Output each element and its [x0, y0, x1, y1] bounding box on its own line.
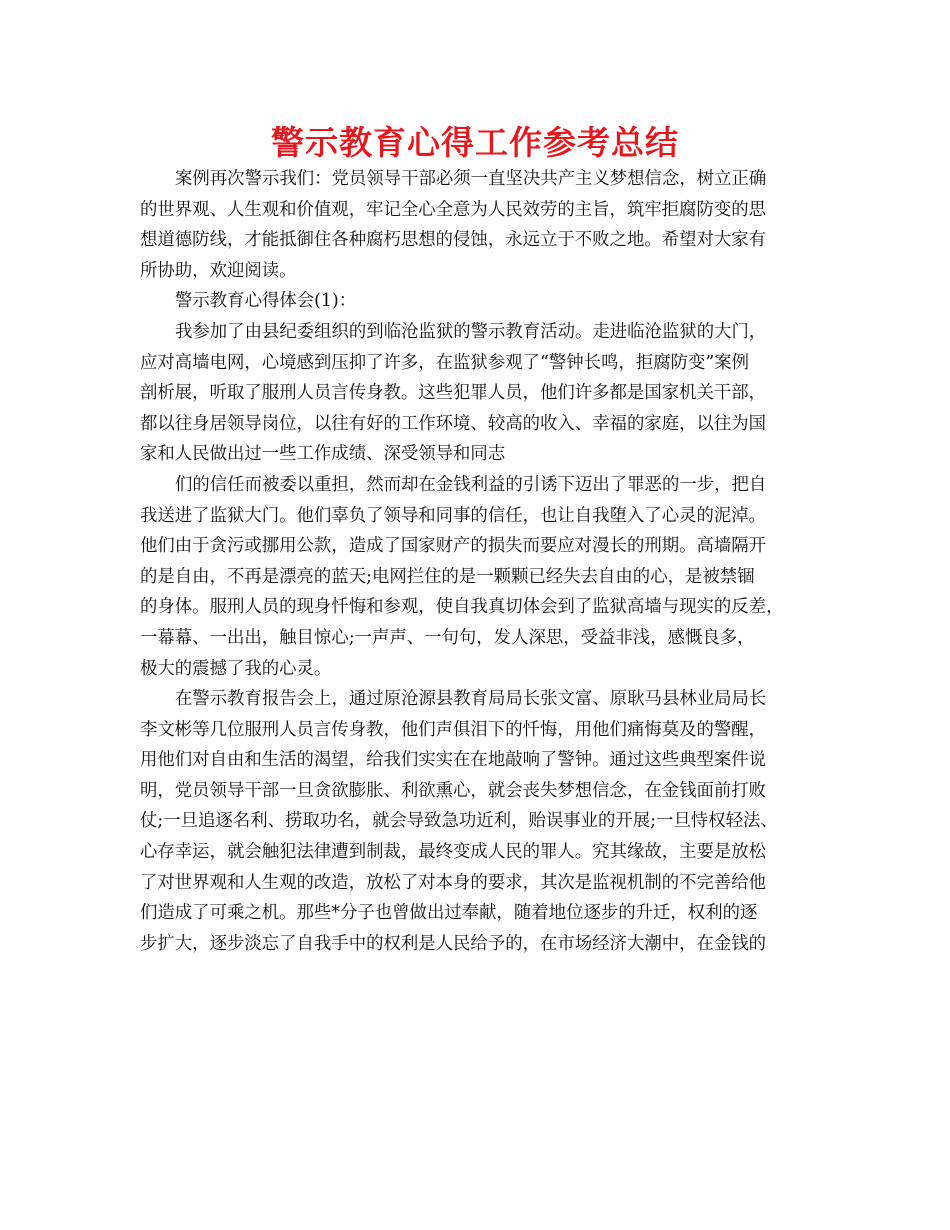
body-line: 所协助，欢迎阅读。: [140, 260, 297, 281]
document-body: [140, 164, 825, 959]
section-heading: 警示教育心得体会(1)：: [175, 291, 357, 312]
body-line: 我送进了监狱大门。他们辜负了领导和同事的信任，也让自我堕入了心灵的泥淖。: [140, 505, 767, 526]
body-line: 都以往身居领导岗位，以往有好的工作环境、较高的收入、幸福的家庭，以往为国: [140, 413, 767, 434]
body-line: 们的信任而被委以重担，然而却在金钱利益的引诱下迈出了罪恶的一步，把自: [175, 474, 767, 495]
body-line: 极大的震撼了我的心灵。: [140, 658, 332, 679]
body-line: 的是自由，不再是漂亮的蓝天;电网拦住的是一颗颗已经失去自由的心，是被禁锢: [140, 566, 755, 587]
body-line: 一幕幕、一出出，触目惊心;一声声、一句句，发人深思，受益非浅，感慨良多，: [140, 627, 755, 648]
body-line: 李文彬等几位服刑人员言传身教，他们声俱泪下的忏悔，用他们痛悔莫及的警醒，: [140, 719, 767, 740]
body-line: 了对世界观和人生观的改造，放松了对本身的要求，其次是监视机制的不完善给他: [140, 872, 767, 893]
body-line: 用他们对自由和生活的渴望，给我们实实在在地敲响了警钟。通过这些典型案件说: [140, 750, 767, 771]
body-line: 的世界观、人生观和价值观，牢记全心全意为人民效劳的主旨，筑牢拒腐防变的思: [140, 199, 767, 220]
body-line: 家和人民做出过一些工作成绩、深受领导和同志: [140, 444, 506, 465]
body-line: 明，党员领导干部一旦贪欲膨胀、利欲熏心，就会丧失梦想信念，在金钱面前打败: [140, 780, 767, 801]
document-title: 警示教育心得工作参考总结: [271, 123, 679, 162]
body-line: 在警示教育报告会上，通过原沧源县教育局局长张文富、原耿马县林业局局长: [175, 689, 767, 710]
body-line: 心存幸运，就会触犯法律遭到制裁，最终变成人民的罪人。究其缘故，主要是放松: [140, 842, 767, 863]
body-line: 剖析展，听取了服刑人员言传身教。这些犯罪人员，他们许多都是国家机关干部，: [140, 383, 767, 404]
body-line: 我参加了由县纪委组织的到临沧监狱的警示教育活动。走进临沧监狱的大门，: [175, 321, 767, 342]
body-line: 案例再次警示我们：党员领导干部必须一直坚决共产主义梦想信念，树立正确: [175, 169, 767, 189]
body-line: 他们由于贪污或挪用公款，造成了国家财产的损失而要应对漫长的刑期。高墙隔开: [140, 536, 767, 557]
body-line: 仗;一旦追逐名利、捞取功名，就会导致急功近利，贻误事业的开展;一旦恃权轻法、: [140, 811, 778, 832]
body-line: 们造成了可乘之机。那些*分子也曾做出过奉献，随着地位逐步的升迁，权利的逐: [140, 903, 758, 924]
body-line: 应对高墙电网，心境感到压抑了许多，在监狱参观了“警钟长鸣，拒腐防变”案例: [140, 352, 750, 373]
body-line: 步扩大，逐步淡忘了自我手中的权利是人民给予的，在市场经济大潮中，在金钱的: [140, 933, 767, 954]
body-line: 想道德防线，才能抵御住各种腐朽思想的侵蚀，永远立于不败之地。希望对大家有: [140, 230, 767, 251]
body-line: 的身体。服刑人员的现身忏悔和参观，使自我真切体会到了监狱高墙与现实的反差，: [140, 597, 784, 618]
